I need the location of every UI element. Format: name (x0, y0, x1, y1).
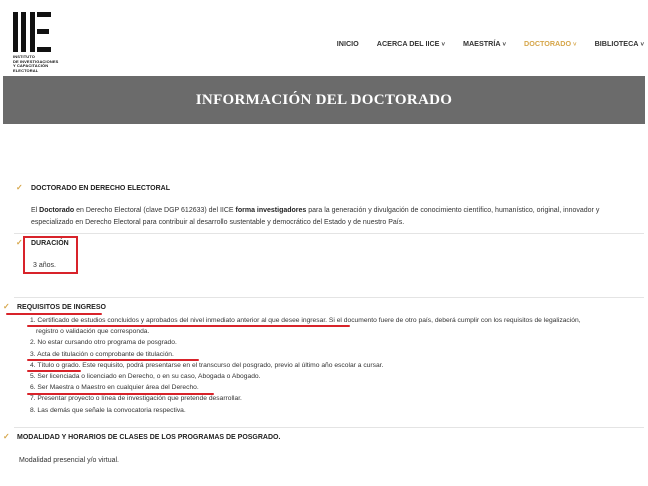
chevron-down-icon: ˅ (502, 42, 507, 48)
main-nav (319, 39, 644, 48)
section-title-duracion: DURACIÓN (31, 240, 69, 247)
chevron-down-icon: ˅ (441, 42, 445, 48)
annotation-underline (27, 370, 81, 372)
annotation-underline (27, 359, 199, 361)
page-title: INFORMACIÓN DEL DOCTORADO (195, 91, 453, 108)
doctorado-description (31, 205, 636, 229)
nav-label: BIBLIOTECA (594, 39, 639, 48)
check-icon: ✓ (3, 432, 10, 441)
check-icon: ✓ (16, 238, 23, 247)
section-title-requisitos: REQUISITOS DE INGRESO (17, 304, 106, 311)
annotation-underline (27, 393, 214, 395)
list-item: 5. Ser licenciada o licenciado en Derecho, o en su caso, Abogada o Abogado. (30, 373, 261, 381)
divider (14, 233, 644, 234)
list-item: 2. No estar cursando otro programa de posgrado. (30, 339, 177, 347)
nav-item-inicio[interactable] (337, 39, 359, 48)
page-banner (3, 76, 645, 124)
text: en Derecho Electoral (clave DGP 612633) del IICE (74, 207, 236, 214)
nav-label: ACERCA DEL IICE (376, 39, 440, 48)
list-item: 8. Las demás que señale la convocatoria respectiva. (30, 406, 186, 414)
list-item: 4. Título o grado. Este requisito, podrá presentarse en el transcurso del posgrado, previo al último año escolar a cursar. (30, 361, 384, 369)
list-item: 6. Ser Maestra o Maestro en cualquier área del Derecho. (30, 384, 199, 392)
logo-mark (13, 12, 53, 52)
nav-label: DOCTORADO (524, 39, 572, 48)
check-icon: ✓ (3, 302, 10, 311)
nav-item-maestria[interactable] (463, 39, 506, 48)
text: para la generación y divulgación de conocimiento científico, humanístico, original, innovador y especializado en Derecho Electoral para contribuir al desarrollo sustentable y democrático del Estado y de nuestro País. (31, 207, 600, 226)
iice-logo[interactable] (13, 12, 61, 73)
nav-item-biblioteca[interactable] (595, 39, 644, 48)
logo-text-line: Y CAPACITACIÓN (13, 63, 49, 69)
text-bold: Doctorado (39, 207, 75, 214)
logo-text (13, 55, 61, 73)
logo-text-line: INSTITUTO (13, 54, 35, 59)
annotation-box (23, 236, 78, 274)
section-title-doctorado: DOCTORADO EN DERECHO ELECTORAL (31, 185, 170, 192)
nav-label: MAESTRÍA (462, 39, 501, 48)
check-icon: ✓ (16, 183, 23, 192)
annotation-underline (27, 325, 350, 327)
modalidad-value: Modalidad presencial y/o virtual. (19, 457, 119, 464)
duracion-value: 3 años. (33, 262, 56, 269)
list-item: 3. Acta de titulación o comprobante de titulación. (30, 350, 174, 358)
nav-item-acerca[interactable] (377, 39, 445, 48)
logo-text-line: ELECTORAL (13, 67, 39, 73)
text-bold: forma investigadores (235, 207, 307, 214)
requisitos-list (30, 315, 581, 416)
divider (14, 427, 644, 428)
list-item: 7. Presentar proyecto o línea de investigación que pretende desarrollar. (30, 395, 242, 403)
nav-label: INICIO (336, 39, 359, 48)
list-item: 1. Certificado de estudios concluidos y aprobados del nivel inmediato anterior al que desee ingresar. Si el documento fuere de otro país, deberá cumplir con los requisitos de legalización, (30, 317, 581, 324)
chevron-down-icon: ˅ (640, 42, 644, 48)
divider (14, 297, 644, 298)
text: El (31, 207, 40, 214)
logo-text-line: DE INVESTIGACIONES (13, 58, 59, 64)
nav-item-doctorado[interactable] (524, 39, 577, 48)
list-item: registro o validación que corresponda. (36, 328, 150, 336)
section-title-modalidad: MODALIDAD Y HORARIOS DE CLASES DE LOS PROGRAMAS DE POSGRADO. (17, 434, 281, 441)
chevron-down-icon: ˅ (573, 42, 577, 48)
